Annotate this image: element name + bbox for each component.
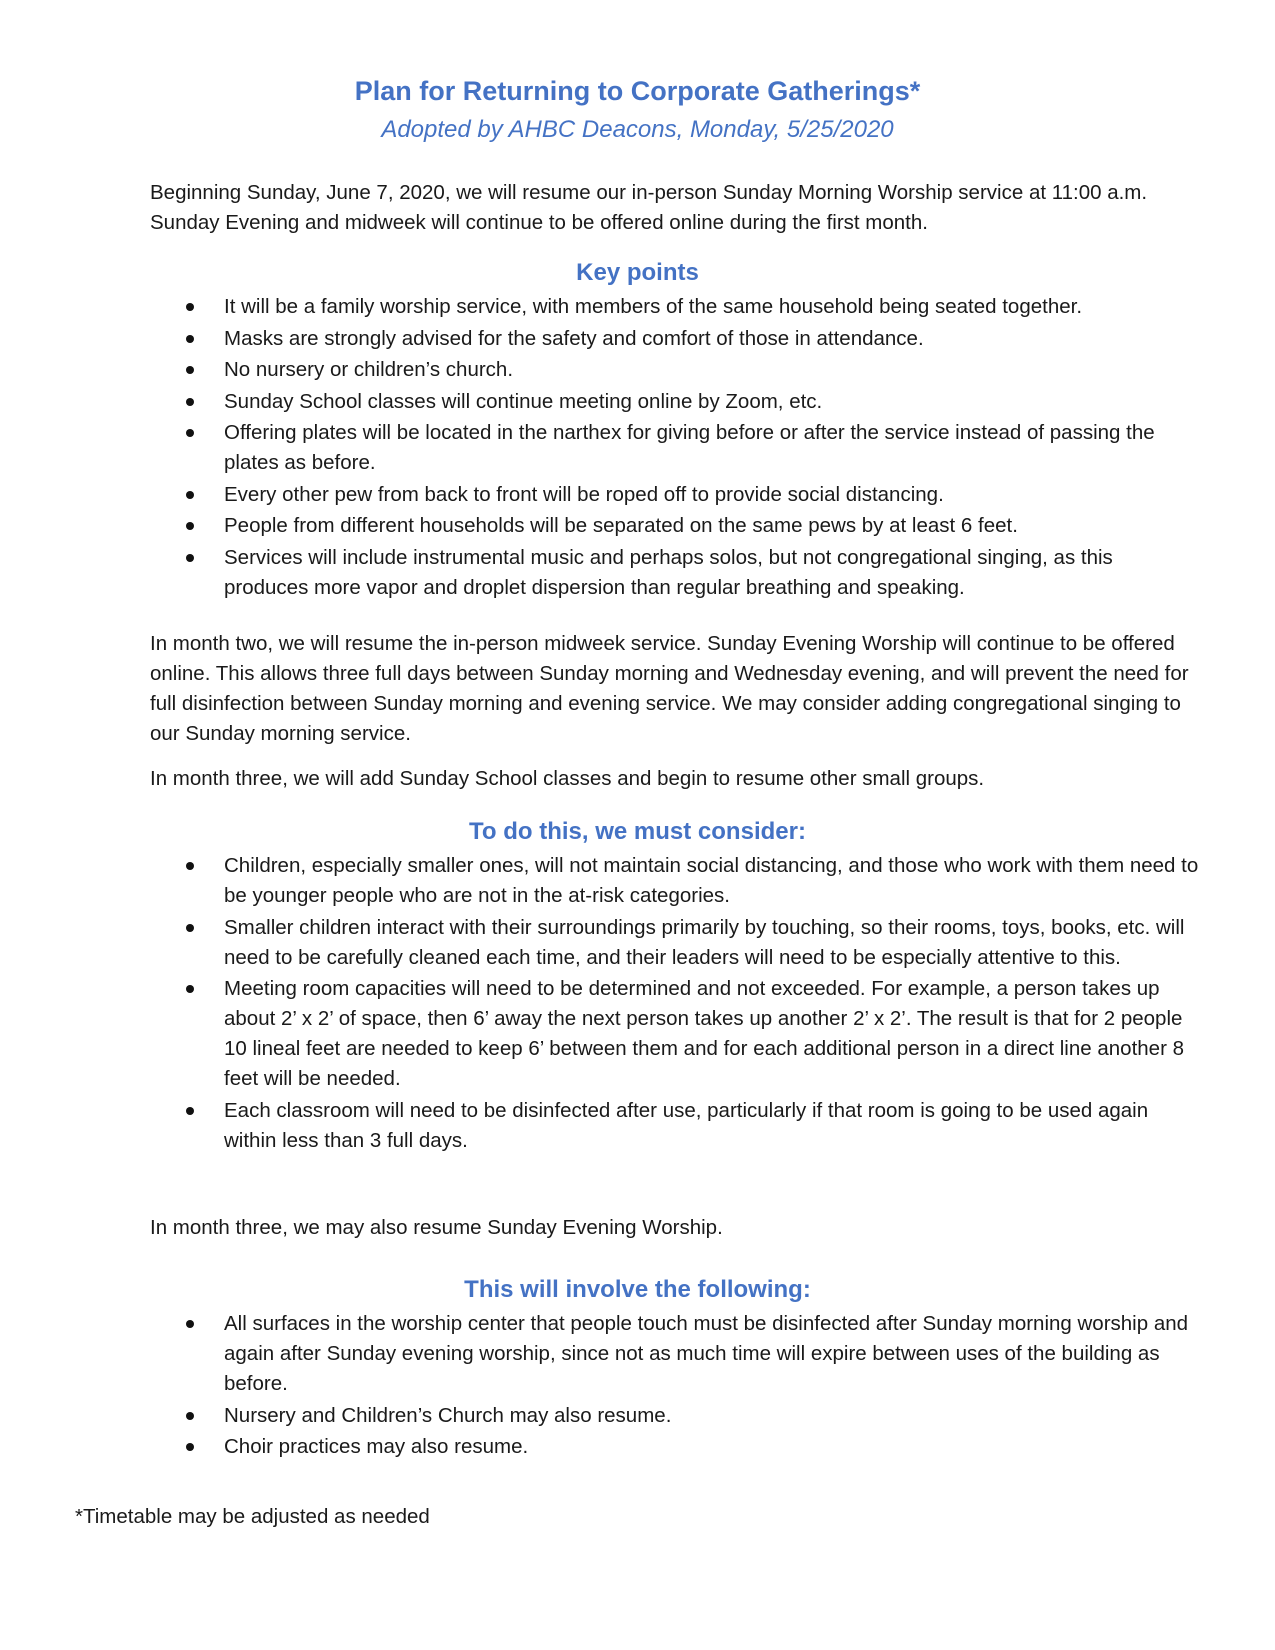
month-three-paragraph: In month three, we will add Sunday School classes and begin to resume other small groups. xyxy=(150,767,985,790)
consider-list xyxy=(150,851,1200,1157)
list-item-text: Sunday School classes will continue meeting online by Zoom, etc. xyxy=(224,389,823,413)
list-item xyxy=(150,387,1200,417)
bullet-icon xyxy=(186,522,194,530)
list-item xyxy=(150,292,1200,322)
bullet-icon xyxy=(186,398,194,406)
document-subtitle: Adopted by AHBC Deacons, Monday, 5/25/2020 xyxy=(381,116,894,143)
list-item-text: People from different households will be separated on the same pews by at least 6 feet. xyxy=(224,514,1018,537)
bullet-icon xyxy=(186,554,194,562)
list-item xyxy=(150,355,1200,385)
list-item xyxy=(150,1432,1200,1462)
list-item-text: Masks are strongly advised for the safety and comfort of those in attendance. xyxy=(224,326,924,350)
involve-heading: This will involve the following: xyxy=(464,1276,811,1303)
list-item-text: No nursery or children’s church. xyxy=(224,358,514,381)
key-points-list xyxy=(150,292,1200,604)
list-item-text: Services will include instrumental music and perhaps solos, but not congregational singing, as this produces more vapor and droplet dispersion than regular breathing and speaking. xyxy=(224,545,1113,599)
list-item-text: Children, especially smaller ones, will not maintain social distancing, and those who work with them need to be younger people who are not in the at-risk categories. xyxy=(224,854,1199,907)
list-item-text: Choir practices may also resume. xyxy=(224,1435,529,1458)
bullet-icon xyxy=(186,335,194,343)
list-item xyxy=(150,1401,1200,1431)
bullet-icon xyxy=(186,1412,194,1420)
bullet-icon xyxy=(186,303,194,311)
list-item-text: Every other pew from back to front will be roped off to provide social distancing. xyxy=(224,482,944,506)
list-item-text: Meeting room capacities will need to be determined and not exceeded. For example, a person takes up about 2’ x 2’ of space, then 6’ away the next person takes up another 2’ x 2’. The result is that for 2 people 10 lineal feet are needed to keep 6’ between them and for each additional person in a direct line another 8 feet will be needed. xyxy=(224,977,1184,1090)
involve-list xyxy=(150,1309,1200,1464)
bullet-icon xyxy=(186,862,194,870)
intro-paragraph: Beginning Sunday, June 7, 2020, we will resume our in-person Sunday Morning Worship service at 11:00 a.m. Sunday Evening and midweek will continue to be offered online during the first month. xyxy=(150,181,1148,234)
bullet-icon xyxy=(186,924,194,932)
bullet-icon xyxy=(186,1443,194,1451)
document-title: Plan for Returning to Corporate Gatherings* xyxy=(354,76,921,106)
list-item xyxy=(150,851,1200,911)
month-three-evening-paragraph: In month three, we may also resume Sunday Evening Worship. xyxy=(150,1216,723,1239)
list-item-text: Each classroom will need to be disinfected after use, particularly if that room is going to be used again within less than 3 full days. xyxy=(224,1098,1149,1152)
list-item-text: It will be a family worship service, with members of the same household being seated together. xyxy=(224,295,1083,318)
list-item xyxy=(150,511,1200,541)
consider-heading: To do this, we must consider: xyxy=(469,818,806,845)
list-item xyxy=(150,480,1200,510)
list-item-text: Smaller children interact with their surroundings primarily by touching, so their rooms, toys, books, etc. will need to be carefully cleaned each time, and their leaders will need to be especially attentive to this. xyxy=(224,915,1185,969)
key-points-heading: Key points xyxy=(576,259,699,286)
bullet-icon xyxy=(186,366,194,374)
list-item xyxy=(150,543,1200,603)
list-item-text: Nursery and Children’s Church may also resume. xyxy=(224,1403,672,1427)
bullet-icon xyxy=(186,1107,194,1115)
list-item-text: Offering plates will be located in the narthex for giving before or after the service instead of passing the plates as before. xyxy=(224,421,1155,474)
list-item-text: All surfaces in the worship center that people touch must be disinfected after Sunday morning worship and again after Sunday evening worship, since not as much time will expire between uses of the building as before. xyxy=(224,1312,1189,1395)
list-item xyxy=(150,974,1200,1094)
bullet-icon xyxy=(186,491,194,499)
list-item xyxy=(150,1309,1200,1399)
list-item xyxy=(150,913,1200,973)
list-item xyxy=(150,324,1200,354)
list-item xyxy=(150,1096,1200,1156)
list-item xyxy=(150,418,1200,478)
bullet-icon xyxy=(186,429,194,437)
bullet-icon xyxy=(186,985,194,993)
month-two-paragraph: In month two, we will resume the in-person midweek service. Sunday Evening Worship will continue to be offered online. This allows three full days between Sunday morning and Wednesday evening, and will prevent the need for full disinfection between Sunday morning and evening service. We may consider adding congregational singing to our Sunday morning service. xyxy=(150,632,1189,745)
footnote: *Timetable may be adjusted as needed xyxy=(75,1505,430,1528)
bullet-icon xyxy=(186,1320,194,1328)
